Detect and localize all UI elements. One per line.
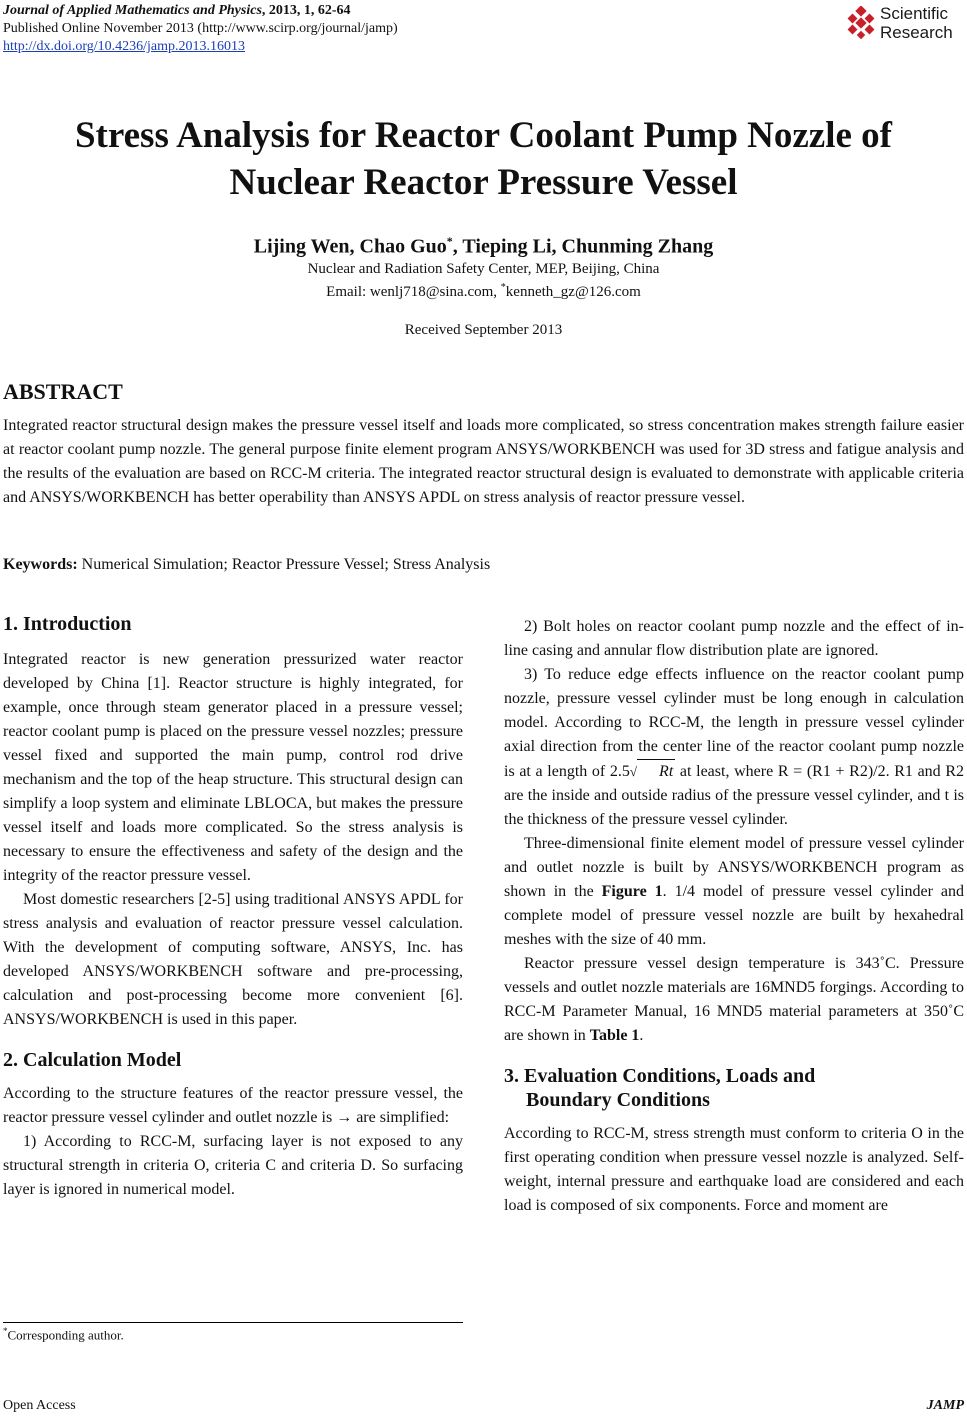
author-mark: * bbox=[446, 234, 453, 248]
authors bbox=[0, 234, 967, 259]
section-1-paragraph-1: Integrated reactor is new generation pressurized water reactor developed by China [1]. Reactor structure is highly integrated, for example, once through steam generator placed in a pressure vessel; reactor coolant pump is placed on the pressure vessel nozzles; pressure vessel fixed and supported the main pump, control rod drive mechanism and the top of the heap structure. This structural design can simplify a loop system and eliminate LBLOCA, but makes the pressure vessel itself and loads more complicated. So the stress analysis is necessary to ensure the effectiveness and safety of the design and the integrity of the reactor pressure vessel. bbox=[3, 651, 463, 884]
right-paragraph-3-a: Three-dimensional finite element model of pressure vessel cylinder and outlet nozzle is built by ANSYS/WORKBENCH program as shown in the bbox=[504, 835, 964, 900]
email-line bbox=[0, 282, 967, 301]
keywords-list: Numerical Simulation; Reactor Pressure Vessel; Stress Analysis bbox=[77, 556, 491, 573]
received-date: Received September 2013 bbox=[404, 322, 563, 338]
affiliation: Nuclear and Radiation Safety Center, MEP, Beijing, China bbox=[307, 261, 660, 277]
footer-journal-abbrev: JAMP bbox=[926, 1398, 964, 1413]
footnote-mark: * bbox=[3, 1326, 8, 1336]
section-2-paragraph-2: 1) According to RCC-M, surfacing layer is not exposed to any structural strength in criteria O, criteria C and criteria D. So surfacing layer is ignored in numerical model. bbox=[3, 1133, 463, 1198]
keywords bbox=[3, 556, 490, 574]
right-paragraph-2-b: at least, where R = (R1 + R2)/2. R1 and R2 are the inside and outside radius of the pressure vessel cylinder, and t is the thickness of the pressure vessel cylinder. bbox=[504, 763, 965, 828]
email-mark: * bbox=[500, 282, 506, 293]
journal-header bbox=[3, 2, 398, 56]
section-3-paragraph-1: According to RCC-M, stress strength must conform to criteria O in the first operating condition when pressure vessel nozzle is analyzed. Self-weight, internal pressure and earthquake load are considered and each load is composed of six components. Force and moment are bbox=[504, 1125, 964, 1214]
logo-line-2: Research bbox=[880, 23, 953, 42]
journal-volume: , 2013, 1, 62-64 bbox=[261, 3, 351, 18]
title-line-1: Stress Analysis for Reactor Coolant Pump Nozzle of bbox=[74, 115, 893, 156]
right-paragraph-4-a: Reactor pressure vessel design temperature is 343˚C. Pressure vessels and outlet nozzle materials are 16MND5 forgings. According to RCC-M Parameter Manual, 16 MND5 material parameters at 350˚C are shown in bbox=[504, 955, 964, 1044]
right-column bbox=[504, 615, 964, 1218]
right-paragraph-1: 2) Bolt holes on reactor coolant pump nozzle and the effect of in-line casing and annular flow distribution plate are ignored. bbox=[504, 618, 964, 659]
email-part-1: Email: wenlj718@sina.com, bbox=[326, 284, 501, 300]
published-line: Published Online November 2013 (http://www.scirp.org/journal/jamp) bbox=[3, 21, 398, 36]
journal-name: Journal of Applied Mathematics and Physics bbox=[3, 3, 262, 18]
left-column bbox=[3, 612, 463, 1202]
scientific-research-logo bbox=[844, 4, 964, 44]
right-paragraph-4-b: . bbox=[639, 1027, 644, 1044]
footnote bbox=[3, 1326, 124, 1343]
right-paragraph-3 bbox=[504, 832, 964, 952]
right-paragraph-4 bbox=[504, 952, 964, 1048]
right-paragraph-2-a: 3) To reduce edge effects influence on the reactor coolant pump nozzle, pressure vessel cylinder must be long enough in calculation model. According to RCC-M, the length in pressure vessel cylinder axial direction from the center line of the reactor coolant pump nozzle is at a length of 2.5 bbox=[504, 666, 964, 780]
section-1-heading: 1. Introduction bbox=[3, 613, 132, 635]
section-3-heading-line-1: 3. Evaluation Conditions, Loads and bbox=[504, 1065, 816, 1087]
right-paragraph-2: 3) To reduce edge effects influence on the reactor coolant pump nozzle, pressure vessel cylinder must be long enough in calculation model. According to RCC-M, the length in pressure vessel cylinder axial direction from the center line of the reactor coolant pump nozzle is at a length of 2.5√ Rt at least, where R = (R1 + R2)/2. R1 and R2 are the inside and outside radius of the pressure vessel cylinder, and t is the thickness of the pressure vessel cylinder. bbox=[504, 666, 965, 828]
logo-mark-icon bbox=[844, 6, 878, 40]
section-3-heading-line-2: Boundary Conditions bbox=[526, 1089, 710, 1111]
abstract-text: Integrated reactor structural design makes the pressure vessel itself and loads more complicated, so stress concentration makes strength failure easier at reactor coolant pump nozzle. The general purpose finite element program ANSYS/WORKBENCH was used for 3D stress and fatigue analysis and the results of the evaluation are based on RCC-M criteria. The integrated reactor structural design is evaluated to demonstrate with applicable criteria and ANSYS/WORKBENCH has better operability than ANSYS APDL on stress analysis of reactor pressure vessel. bbox=[3, 417, 964, 506]
doi-link[interactable]: http://dx.doi.org/10.4236/jamp.2013.16013 bbox=[3, 39, 246, 54]
footer-open-access: Open Access bbox=[3, 1398, 76, 1413]
footnote-divider bbox=[3, 1322, 463, 1323]
paper-title bbox=[0, 112, 967, 206]
section-1-paragraph-2: Most domestic researchers [2-5] using traditional ANSYS APDL for stress analysis and evaluation of reactor pressure vessel calculation. With the development of computing software, ANSYS, Inc. has developed ANSYS/WORKBENCH software and pre-processing, calculation and post-processing become more convenient [6]. ANSYS/WORKBENCH is used in this paper. bbox=[3, 891, 463, 1028]
footnote-text: Corresponding author. bbox=[7, 1327, 124, 1343]
keywords-label: Keywords: bbox=[3, 556, 78, 573]
section-3-heading bbox=[504, 1064, 964, 1112]
table-1-ref[interactable]: Table 1 bbox=[589, 1027, 640, 1044]
sqrt-rt: Rt bbox=[637, 759, 675, 784]
authors-part-1: Lijing Wen, Chao Guo bbox=[253, 235, 447, 258]
email-part-2: kenneth_gz@126.com bbox=[505, 284, 641, 300]
section-2-heading: 2. Calculation Model bbox=[3, 1049, 182, 1071]
logo-line-1: Scientific bbox=[880, 4, 949, 23]
figure-1-ref[interactable]: Figure 1 bbox=[601, 883, 663, 900]
section-2-paragraph-1: According to the structure features of the reactor pressure vessel, the reactor pressure vessel cylinder and outlet nozzle is → are simplified: bbox=[3, 1085, 463, 1126]
abstract-heading: ABSTRACT bbox=[3, 379, 123, 404]
right-paragraph-3-b: . 1/4 model of pressure vessel cylinder and complete model of pressure vessel nozzle are built by hexahedral meshes with the size of 40 mm. bbox=[504, 883, 964, 948]
authors-part-2: , Tieping Li, Chunming Zhang bbox=[452, 235, 714, 258]
title-line-2: Nuclear Reactor Pressure Vessel bbox=[229, 162, 738, 203]
